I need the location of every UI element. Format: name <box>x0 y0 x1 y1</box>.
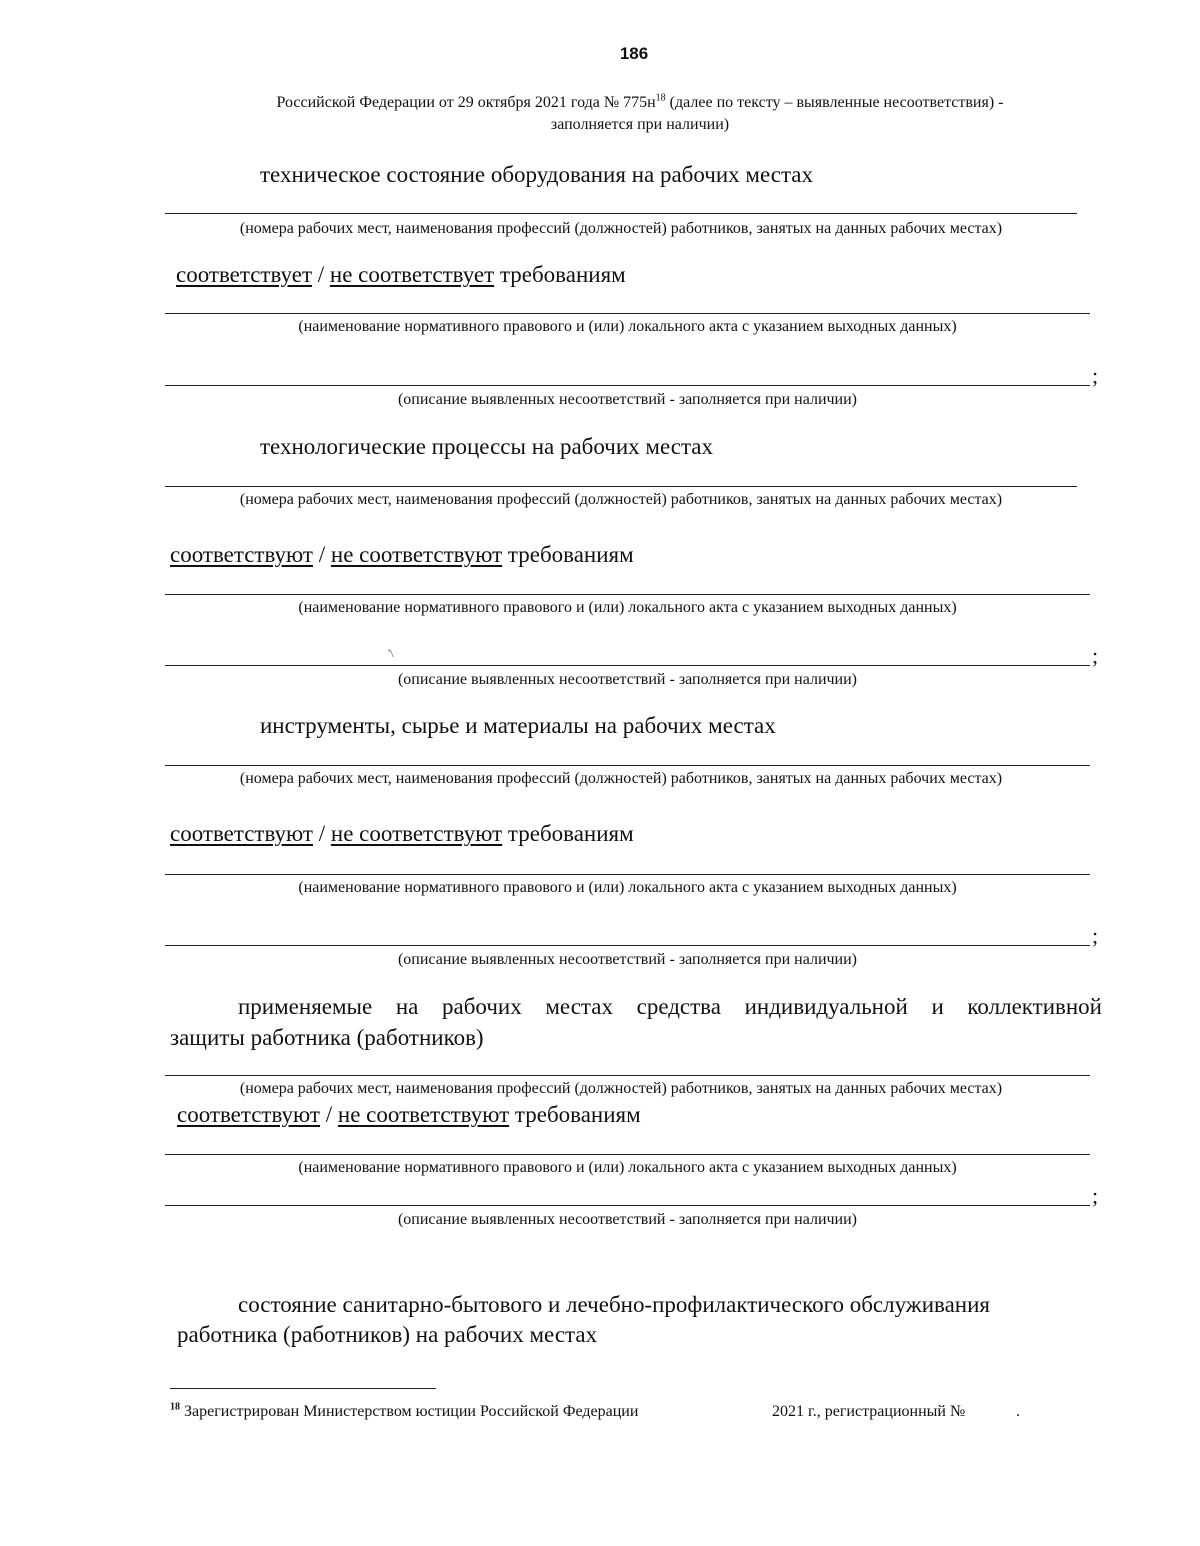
conforms-option: соответствует <box>176 262 313 287</box>
section-heading-line1: применяемые на рабочих местах средства индивидуальной и коллективной <box>238 994 1102 1019</box>
option-separator: / <box>320 1102 338 1127</box>
caption-normative-act: (наименование нормативного правового и (или) локального акта с указанием выходных данных) <box>298 1159 957 1176</box>
section-heading-line1: состояние санитарно-бытового и лечебно-профилактического обслуживания <box>238 1292 990 1317</box>
caption-workplaces: (номера рабочих мест, наименования профессий (должностей) работников, занятых на данных рабочих местах) <box>239 1080 1003 1097</box>
fill-line <box>165 1075 1090 1076</box>
page-number: 186 <box>619 44 649 63</box>
semicolon: ; <box>1092 643 1099 668</box>
not-conforms-option: не соответствует <box>329 262 495 287</box>
section-heading: инструменты, сырье и материалы на рабочих местах <box>260 713 776 738</box>
conforms-option: соответствуют <box>170 821 313 846</box>
requirements-word: требованиям <box>509 1102 641 1127</box>
fill-line <box>165 874 1090 875</box>
footnote-separator <box>170 1388 436 1389</box>
semicolon: ; <box>1092 363 1099 388</box>
section-heading-line2: защиты работника (работников) <box>170 1025 484 1050</box>
intro-part1: Российской Федерации от 29 октября 2021 года № 775н <box>276 94 656 111</box>
footnote-text-left: Зарегистрирован Министерством юстиции Российской Федерации <box>180 1403 639 1420</box>
fill-line <box>165 594 1090 595</box>
option-separator: / <box>313 821 331 846</box>
conforms-option: соответствуют <box>177 1102 320 1127</box>
intro-text <box>205 92 1075 136</box>
requirements-word: требованиям <box>502 542 634 567</box>
caption-workplaces: (номера рабочих мест, наименования профессий (должностей) работников, занятых на данных рабочих местах) <box>239 491 1003 508</box>
option-separator: / <box>313 542 331 567</box>
intro-line2: заполняется при наличии) <box>550 116 730 133</box>
section-heading: техническое состояние оборудования на рабочих местах <box>260 162 813 187</box>
not-conforms-option: не соответствуют <box>330 821 503 846</box>
caption-nonconformities: (описание выявленных несоответствий - заполняется при наличии) <box>397 671 858 688</box>
footnote-text-right: 2021 г., регистрационный № <box>772 1403 966 1420</box>
fill-line <box>165 313 1090 314</box>
fill-line <box>165 385 1090 386</box>
conformity-statement <box>176 260 626 290</box>
semicolon: ; <box>1092 923 1099 948</box>
fill-line <box>165 1154 1090 1155</box>
requirements-word: требованиям <box>494 262 626 287</box>
caption-normative-act: (наименование нормативного правового и (или) локального акта с указанием выходных данных) <box>298 599 957 616</box>
not-conforms-option: не соответствуют <box>337 1102 510 1127</box>
fill-line <box>165 945 1090 946</box>
caption-normative-act: (наименование нормативного правового и (или) локального акта с указанием выходных данных) <box>298 318 957 335</box>
fill-line <box>165 1205 1090 1206</box>
conformity-statement <box>177 1100 641 1130</box>
option-separator: / <box>312 262 330 287</box>
intro-part2: (далее по тексту – выявленные несоответствия) - <box>665 94 1004 111</box>
fill-line <box>165 665 1090 666</box>
caption-workplaces: (номера рабочих мест, наименования профессий (должностей) работников, занятых на данных рабочих местах) <box>239 220 1003 237</box>
caption-workplaces: (номера рабочих мест, наименования профессий (должностей) работников, занятых на данных рабочих местах) <box>239 770 1003 787</box>
scan-speck: '\ <box>388 646 394 660</box>
footnote-number: 18 <box>170 1401 180 1413</box>
caption-normative-act: (наименование нормативного правового и (или) локального акта с указанием выходных данных) <box>298 879 957 896</box>
conformity-statement <box>170 819 634 849</box>
fill-line <box>165 486 1077 487</box>
footnote-registration <box>772 1402 965 1422</box>
fill-line <box>165 213 1077 214</box>
footnote-reference: 18 <box>655 92 666 104</box>
section-heading-line2: работника (работников) на рабочих местах <box>177 1322 598 1347</box>
conformity-statement <box>170 540 634 570</box>
caption-nonconformities: (описание выявленных несоответствий - заполняется при наличии) <box>397 951 858 968</box>
caption-nonconformities: (описание выявленных несоответствий - заполняется при наличии) <box>397 1211 858 1228</box>
footnote-trailing-dot: . <box>1016 1403 1020 1420</box>
conforms-option: соответствуют <box>170 542 313 567</box>
caption-nonconformities: (описание выявленных несоответствий - заполняется при наличии) <box>397 391 858 408</box>
section-heading: технологические процессы на рабочих местах <box>260 434 713 459</box>
fill-line <box>165 765 1090 766</box>
requirements-word: требованиям <box>502 821 634 846</box>
not-conforms-option: не соответствуют <box>330 542 503 567</box>
semicolon: ; <box>1092 1183 1099 1208</box>
footnote <box>170 1402 638 1422</box>
